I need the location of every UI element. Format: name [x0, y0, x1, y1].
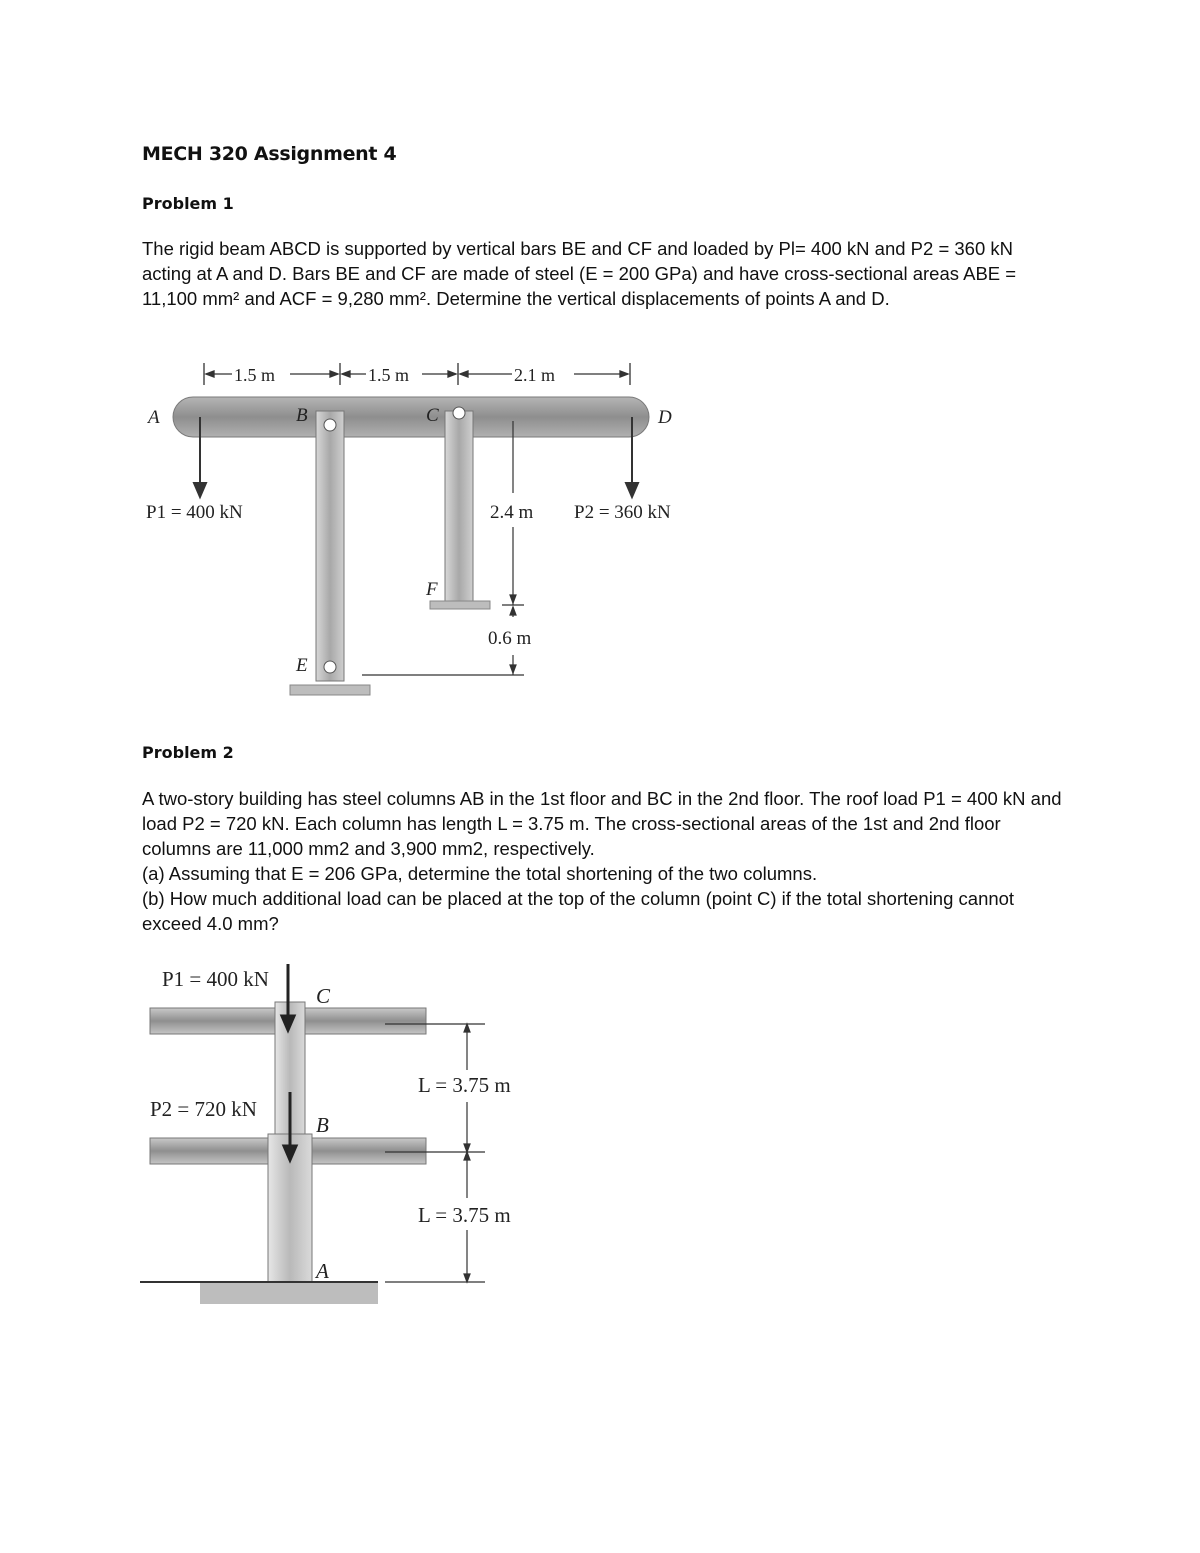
problem-2-line-3: (b) How much additional load can be placed at the top of the column (point C) if the total shortening cannot exceed 4.0 mm?: [142, 888, 1015, 934]
label-p1: P1 = 400 kN: [146, 502, 243, 523]
bar-be: [316, 411, 344, 681]
dim-cd-label: 2.1 m: [514, 365, 556, 385]
problem-1-paragraph: The rigid beam ABCD is supported by vertical bars BE and CF and loaded by Pl= 400 kN and P2 = 360 kN acting at A and D. Bars BE and CF are made of steel (E = 200 GPa) and have cross-sectional areas ABE = 11,100 mm² and ACF = 9,280 mm². Determine the vertical displacements of points A and D.: [142, 238, 1017, 309]
problem-2-heading: Problem 2: [142, 743, 234, 762]
label-len-cf: 2.4 m: [490, 502, 534, 523]
figure-rigid-beam: [140, 355, 700, 715]
label-l-lower: L = 3.75 m: [418, 1203, 511, 1227]
problem-1-heading: Problem 1: [142, 194, 234, 213]
label-b: B: [316, 1113, 329, 1137]
support-f: [430, 601, 490, 609]
label-b: B: [296, 405, 308, 426]
label-c: C: [316, 984, 331, 1008]
problem-1-text: [142, 236, 1062, 311]
ground: [200, 1282, 378, 1304]
problem-2-line-2: (a) Assuming that E = 206 GPa, determine the total shortening of the two columns.: [142, 863, 818, 884]
problem-2-line-1: A two-story building has steel columns AB in the 1st floor and BC in the 2nd floor. The roof load P1 = 400 kN and load P2 = 720 kN. Each column has length L = 3.75 m. The cross-sectional areas of the 1st and 2nd floor columns are 11,000 mm2 and 3,900 mm2, respectively.: [142, 788, 1062, 859]
label-l-upper: L = 3.75 m: [418, 1073, 511, 1097]
label-f: F: [426, 579, 438, 600]
dim-ab-label: 1.5 m: [234, 365, 276, 385]
label-e: E: [296, 655, 308, 676]
label-p2: P2 = 360 kN: [574, 502, 671, 523]
dim-bc-label: 1.5 m: [368, 365, 410, 385]
label-p1: P1 = 400 kN: [162, 967, 269, 991]
label-d: D: [658, 407, 672, 428]
label-offset: 0.6 m: [488, 628, 532, 649]
label-c: C: [426, 405, 439, 426]
support-e: [290, 685, 370, 695]
label-a: A: [316, 1259, 329, 1283]
pin-b: [324, 419, 336, 431]
rigid-beam: [173, 397, 649, 437]
bar-cf: [445, 411, 473, 601]
label-a: A: [148, 407, 160, 428]
pin-e: [324, 661, 336, 673]
pin-c: [453, 407, 465, 419]
figure-columns: [140, 958, 540, 1308]
load-arrow-p1: [282, 964, 294, 1030]
page-title: MECH 320 Assignment 4: [142, 143, 397, 165]
problem-2-text: [142, 786, 1062, 936]
label-p2: P2 = 720 kN: [150, 1097, 257, 1121]
